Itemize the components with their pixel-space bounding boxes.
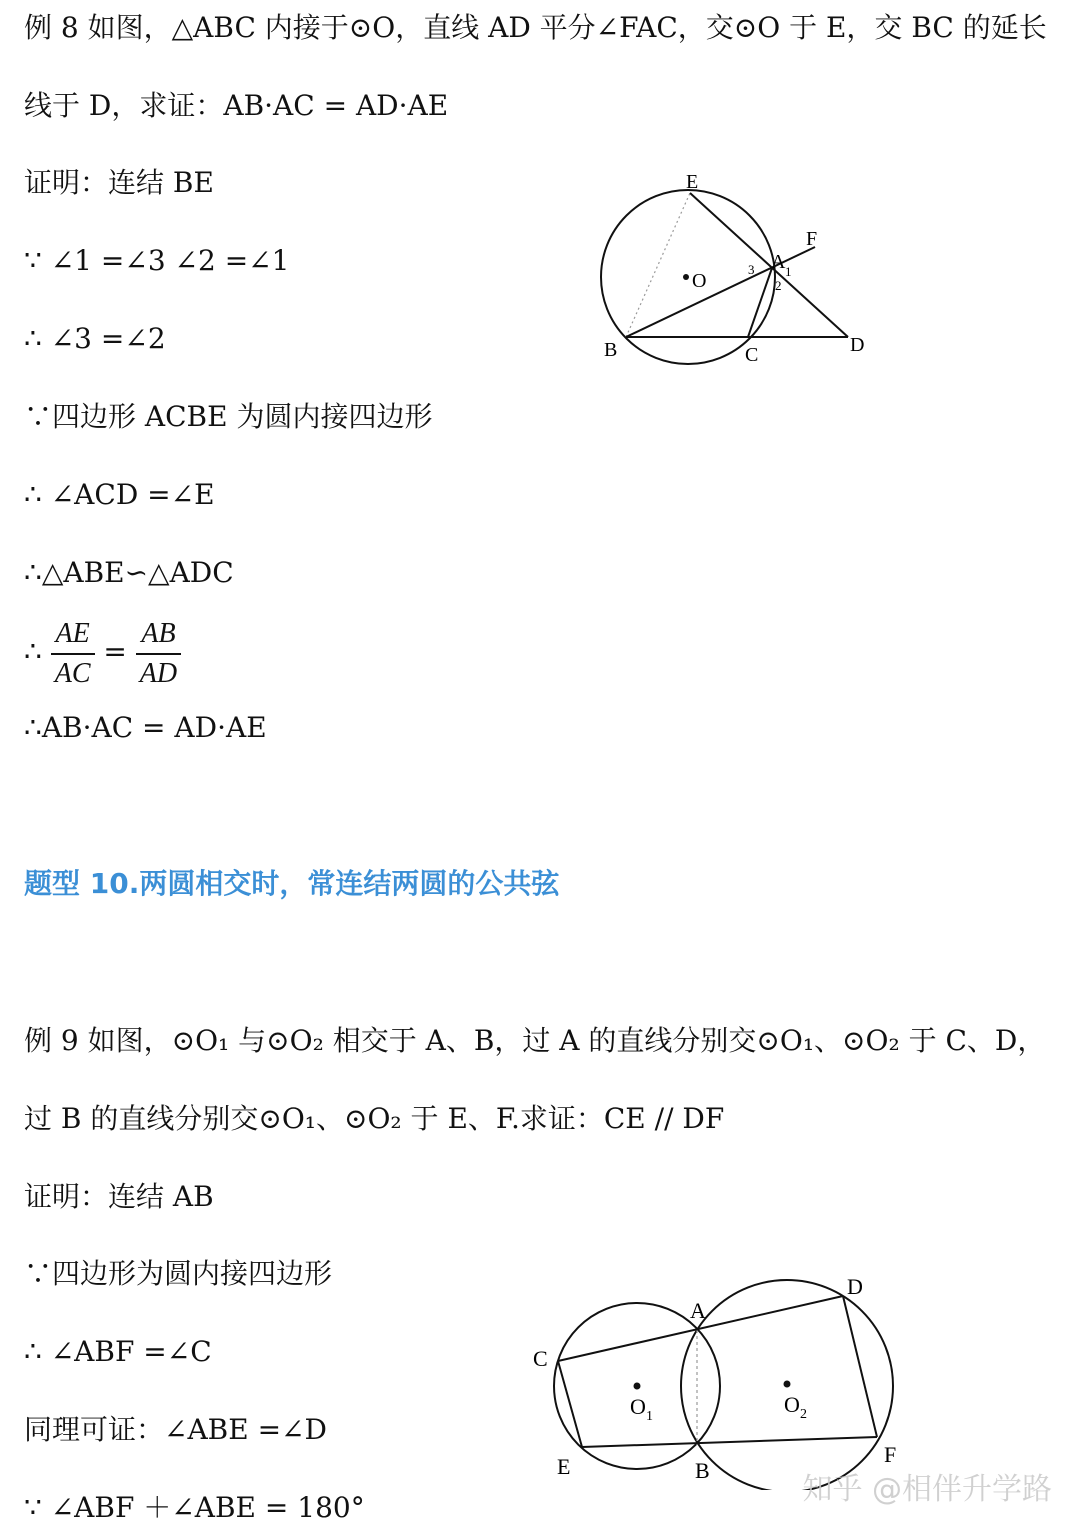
proof-step: ∴ ∠ABF =∠C: [24, 1335, 212, 1368]
proof-step: 同理可证：∠ABE =∠D: [24, 1413, 327, 1446]
label-b: B: [695, 1458, 710, 1483]
proof-step: 证明：连结 AB: [24, 1180, 214, 1213]
proof-step: ∵ ∠ABF ＋∠ABE = 180°: [24, 1491, 365, 1524]
angle-label-3: 3: [748, 262, 755, 277]
fraction-denominator: AC: [54, 657, 91, 689]
fraction-numerator: AE: [51, 615, 95, 655]
label-b: B: [604, 339, 618, 361]
example9-figure: [520, 1260, 920, 1490]
section-heading: 题型 10.两圆相交时，常连结两圆的公共弦: [24, 867, 560, 900]
example8-figure: [580, 160, 890, 380]
proof-step: ∵ ∠1 =∠3 ∠2 =∠1: [24, 244, 290, 277]
example8-statement-line1: 例 8 如图，△ABC 内接于⊙O，直线 AD 平分∠FAC，交⊙O 于 E，交 BC 的延长: [24, 11, 1047, 44]
proof-step: ∴ ∠ACD =∠E: [24, 478, 215, 511]
label-o1-sub: 1: [646, 1409, 653, 1424]
label-f: F: [806, 228, 818, 250]
label-f: F: [884, 1442, 897, 1467]
label-e: E: [686, 171, 699, 193]
fraction-denominator: AD: [139, 657, 178, 689]
proof-step: 证明：连结 BE: [24, 166, 214, 199]
label-c: C: [745, 344, 759, 366]
segment-ba-f: [626, 247, 815, 337]
proof-step: ∴ ∠3 =∠2: [24, 322, 166, 355]
label-d: D: [850, 334, 865, 356]
proof-step: ∵四边形为圆内接四边形: [24, 1257, 333, 1290]
proof-step: ∴△ABE∽△ADC: [24, 556, 234, 589]
fraction-numerator: AB: [136, 615, 181, 655]
angle-label-2: 2: [775, 278, 782, 293]
example8-statement-line2: 线于 D，求证：AB·AC = AD·AE: [24, 89, 449, 122]
fraction-left: [51, 615, 95, 693]
label-o2-sub: 2: [800, 1407, 807, 1422]
example8-conclusion: ∴AB·AC = AD·AE: [24, 711, 267, 744]
label-a: A: [690, 1298, 706, 1323]
label-e: E: [557, 1454, 571, 1479]
proof-step: ∵四边形 ACBE 为圆内接四边形: [24, 400, 433, 433]
watermark-text: 知乎 @相伴升学路: [802, 1472, 1052, 1507]
segment-ed: [690, 193, 848, 337]
center-dot: [683, 274, 689, 280]
example9-statement-line1: 例 9 如图，⊙O₁ 与⊙O₂ 相交于 A、B，过 A 的直线分别交⊙O₁、⊙O₂ 于 C、D，: [24, 1024, 1046, 1057]
angle-label-1: 1: [785, 264, 792, 279]
segment-df: [843, 1296, 877, 1437]
therefore-symbol: ∴: [24, 635, 42, 668]
fraction-equation: [24, 612, 181, 693]
segment-ef: [582, 1437, 877, 1447]
equals-sign: =: [103, 635, 127, 668]
center-dot-o1: [634, 1383, 641, 1390]
example9-statement-line2: 过 B 的直线分别交⊙O₁、⊙O₂ 于 E、F.求证：CE // DF: [24, 1102, 725, 1135]
label-o: O: [692, 270, 707, 292]
label-o1: O: [630, 1394, 646, 1419]
center-dot-o2: [784, 1381, 791, 1388]
label-c: C: [533, 1346, 548, 1371]
fraction-right: [136, 615, 181, 693]
label-a: A: [771, 251, 786, 273]
label-o2: O: [784, 1392, 800, 1417]
chord-be-dashed: [626, 193, 690, 337]
label-d: D: [847, 1274, 863, 1299]
